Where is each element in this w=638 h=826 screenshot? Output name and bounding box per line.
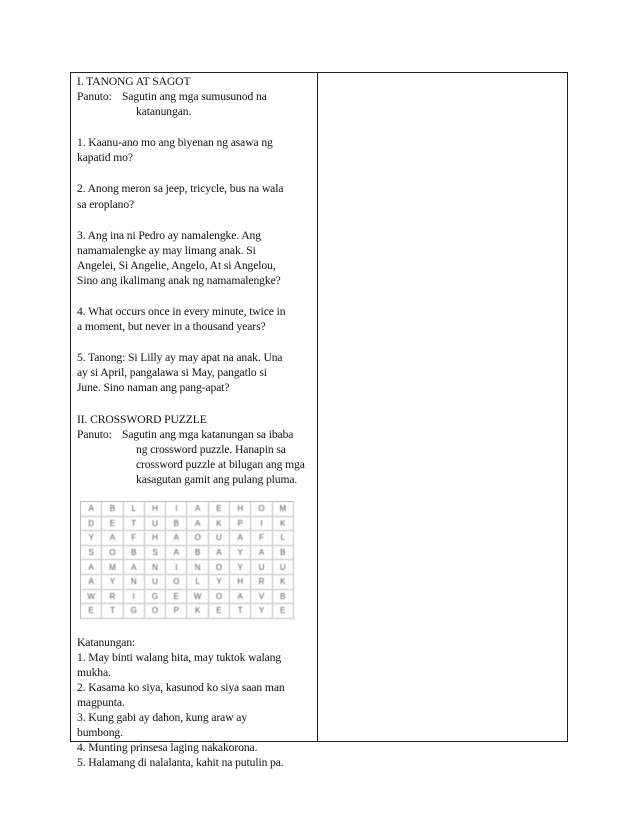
puzzle-cell: B: [273, 546, 294, 561]
puzzle-cell: T: [102, 604, 123, 619]
puzzle-cell: O: [209, 590, 230, 605]
puzzle-cell: H: [145, 502, 166, 517]
puzzle-cell: A: [81, 560, 102, 575]
question-4: 4. What occurs once in every minute, twice in a moment, but never in a thousand years?: [77, 305, 286, 334]
puzzle-cell: Y: [230, 546, 251, 561]
puzzle-cell: E: [166, 590, 187, 605]
puzzle-cell: A: [187, 517, 208, 532]
puzzle-cell: I: [124, 590, 145, 605]
puzzle-cell: A: [81, 502, 102, 517]
puzzle-cell: Y: [209, 575, 230, 590]
instruction-label: Panuto:: [77, 90, 112, 104]
puzzle-cell: P: [166, 604, 187, 619]
puzzle-cell: A: [230, 531, 251, 546]
puzzle-cell: O: [209, 560, 230, 575]
puzzle-cell: L: [273, 531, 294, 546]
questions-title: Katanungan:: [77, 635, 136, 649]
section1-instruction: [77, 89, 313, 119]
puzzle-cell: A: [187, 502, 208, 517]
worksheet-table: [70, 72, 568, 770]
puzzle-cell: A: [251, 546, 272, 561]
puzzle-cell: Y: [251, 604, 272, 619]
worksheet-right-column: [318, 73, 567, 741]
puzzle-cell: N: [124, 575, 145, 590]
puzzle-cell: P: [230, 517, 251, 532]
puzzle-cell: O: [166, 575, 187, 590]
clue-3: 3. Kung gabi ay dahon, kung araw ay bumbong.: [77, 711, 248, 740]
puzzle-cell: M: [102, 560, 123, 575]
clue-1: 1. May binti walang hita, may tuktok walang mukha.: [77, 650, 282, 679]
puzzle-cell: E: [273, 604, 294, 619]
puzzle-cell: N: [145, 560, 166, 575]
section2-instruction: [77, 427, 313, 487]
puzzle-cell: R: [102, 590, 123, 605]
puzzle-cell: E: [102, 517, 123, 532]
puzzle-cell: A: [81, 575, 102, 590]
puzzle-cell: U: [145, 575, 166, 590]
instruction-line: ng crossword puzzle. Hanapin sa: [136, 442, 286, 456]
instruction-line: Sagutin ang mga sumusunod na: [122, 90, 267, 104]
puzzle-cell: A: [230, 590, 251, 605]
puzzle-cell: B: [187, 546, 208, 561]
puzzle-cell: W: [81, 590, 102, 605]
clue-5: 5. Halamang di nalalanta, kahit na putulin pa.: [77, 756, 284, 770]
puzzle-cell: E: [81, 604, 102, 619]
puzzle-cell: B: [102, 502, 123, 517]
puzzle-cell: U: [209, 531, 230, 546]
puzzle-cell: H: [230, 502, 251, 517]
puzzle-cell: H: [230, 575, 251, 590]
clue-2: 2. Kasama ko siya, kasunod ko siya saan man magpunta.: [77, 681, 285, 710]
puzzle-cell: I: [166, 502, 187, 517]
puzzle-cell: F: [251, 531, 272, 546]
puzzle-cell: H: [145, 531, 166, 546]
puzzle-cell: T: [124, 517, 145, 532]
puzzle-cell: G: [124, 604, 145, 619]
instruction-line: Sagutin ang mga katanungan sa ibaba: [122, 427, 294, 441]
puzzle-cell: Y: [81, 531, 102, 546]
puzzle-cell: O: [145, 604, 166, 619]
question-1: 1. Kaanu-ano mo ang biyenan ng asawa ng kapatid mo?: [77, 136, 273, 165]
question-3: 3. Ang ina ni Pedro ay namalengke. Ang namamalengke ay may limang anak. Si Angelei, Si Angelie, Angelo, At si Angelou, Sino ang ikalimang anak ng namamalengke?: [77, 228, 281, 287]
puzzle-cell: U: [273, 560, 294, 575]
puzzle-cell: W: [187, 590, 208, 605]
puzzle-cell: B: [273, 590, 294, 605]
word-search-grid: [80, 501, 294, 619]
puzzle-cell: A: [209, 546, 230, 561]
instruction-line: kasagutan gamit ang pulang pluma.: [136, 472, 298, 486]
puzzle-cell: F: [124, 531, 145, 546]
puzzle-cell: E: [209, 604, 230, 619]
puzzle-cell: S: [81, 546, 102, 561]
puzzle-cell: A: [102, 531, 123, 546]
puzzle-cell: S: [145, 546, 166, 561]
puzzle-cell: O: [187, 531, 208, 546]
puzzle-cell: R: [251, 575, 272, 590]
puzzle-cell: O: [102, 546, 123, 561]
instruction-line: katanungan.: [136, 105, 192, 119]
puzzle-cell: I: [166, 560, 187, 575]
puzzle-cell: K: [187, 604, 208, 619]
clue-4: 4. Munting prinsesa laging nakakorona.: [77, 741, 258, 755]
puzzle-cell: D: [81, 517, 102, 532]
puzzle-cell: B: [166, 517, 187, 532]
puzzle-cell: K: [209, 517, 230, 532]
puzzle-cell: G: [145, 590, 166, 605]
section1-heading: I. TANONG AT SAGOT: [77, 75, 191, 88]
puzzle-cell: K: [273, 517, 294, 532]
puzzle-cell: A: [166, 546, 187, 561]
puzzle-cell: U: [251, 560, 272, 575]
section2-heading: II. CROSSWORD PUZZLE: [77, 412, 207, 426]
puzzle-cell: T: [230, 604, 251, 619]
puzzle-cell: A: [166, 531, 187, 546]
puzzle-cell: K: [273, 575, 294, 590]
puzzle-cell: I: [251, 517, 272, 532]
instruction-label: Panuto:: [77, 427, 112, 441]
instruction-line: crossword puzzle at bilugan ang mga: [136, 457, 305, 471]
question-5: 5. Tanong: Si Lilly ay may apat na anak. Una ay si April, pangalawa si May, pangatlo si June. Sino naman ang pang-apat?: [77, 351, 283, 395]
clue-list: [77, 635, 313, 771]
puzzle-cell: M: [273, 502, 294, 517]
puzzle-cell: Y: [102, 575, 123, 590]
question-2: 2. Anong meron sa jeep, tricycle, bus na wala sa eroplano?: [77, 182, 284, 211]
puzzle-cell: Y: [230, 560, 251, 575]
puzzle-cell: E: [209, 502, 230, 517]
puzzle-cell: A: [124, 560, 145, 575]
puzzle-cell: N: [187, 560, 208, 575]
puzzle-cell: U: [145, 517, 166, 532]
puzzle-cell: V: [251, 590, 272, 605]
puzzle-cell: L: [187, 575, 208, 590]
puzzle-cell: L: [124, 502, 145, 517]
puzzle-cell: B: [124, 546, 145, 561]
worksheet-left-column: [71, 73, 318, 770]
puzzle-cell: O: [251, 502, 272, 517]
